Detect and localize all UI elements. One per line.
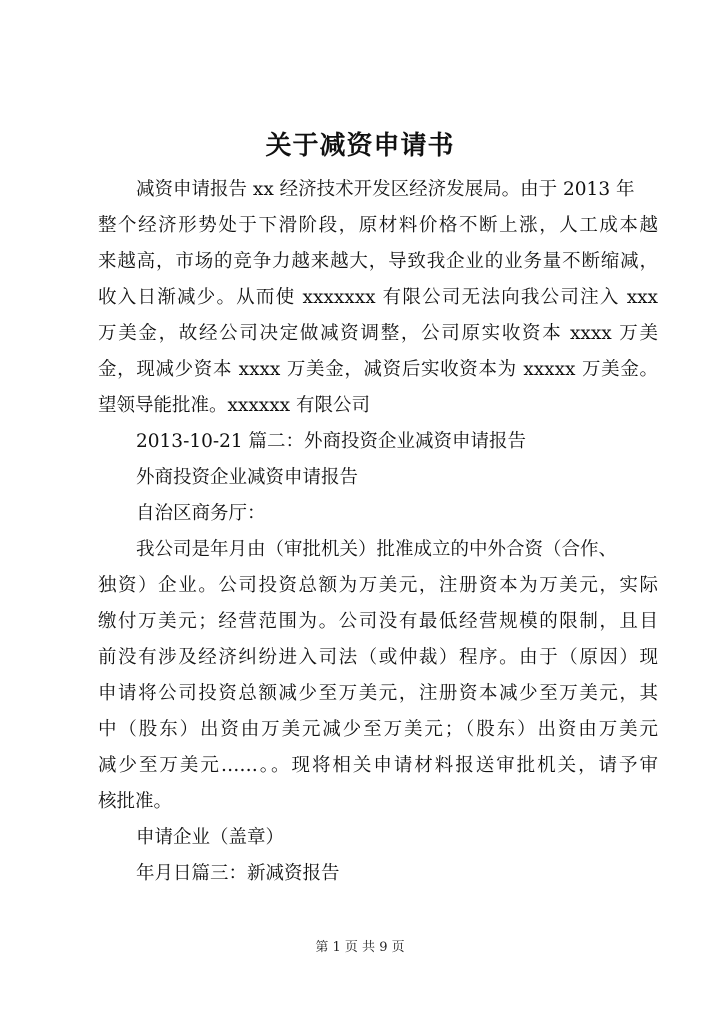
- paragraph-line: 我公司是年月由（审批机关）批准成立的中外合资（合作、: [136, 539, 618, 560]
- paragraph-line: 金，现减少资本 xxxx 万美金，减资后实收资本为 xxxxx 万美金。: [98, 359, 658, 380]
- paragraph-line: 来越高，市场的竞争力越来越大，导致我企业的业务量不断缩减，: [98, 251, 658, 272]
- signature-line: 申请企业（盖章）: [136, 827, 285, 848]
- paragraph-line: 中（股东）出资由万美元减少至万美元；（股东）出资由万美元: [98, 719, 658, 740]
- document-title: 关于减资申请书: [265, 131, 455, 161]
- section-heading-line: 年月日篇三：新减资报告: [136, 863, 340, 884]
- page-footer: 第 1 页 共 9 页: [315, 940, 405, 955]
- paragraph-line: 整个经济形势处于下滑阶段，原材料价格不断上涨，人工成本越: [98, 215, 658, 236]
- addressee-line: 自治区商务厅：: [136, 503, 266, 524]
- paragraph-line: 望领导能批准。xxxxxx 有限公司: [98, 395, 370, 416]
- paragraph-line: 前没有涉及经济纠纷进入司法（或仲裁）程序。由于（原因）现: [98, 647, 658, 668]
- paragraph-line: 核批准。: [98, 791, 173, 812]
- paragraph-line: 减少至万美元……。。现将相关申请材料报送审批机关，请予审: [98, 755, 658, 776]
- paragraph-line: 申请将公司投资总额减少至万美元，注册资本减少至万美元，其: [98, 683, 658, 704]
- paragraph-line: 缴付万美元；经营范围为。公司没有最低经营规模的限制，且目: [98, 611, 658, 632]
- section-heading-line: 外商投资企业减资申请报告: [136, 467, 359, 488]
- section-heading-line: 2013-10-21 篇二：外商投资企业减资申请报告: [136, 431, 527, 452]
- paragraph-line: 独资）企业。公司投资总额为万美元，注册资本为万美元，实际: [98, 575, 658, 596]
- paragraph-line: 收入日渐减少。从而使 xxxxxxx 有限公司无法向我公司注入 xxx: [98, 287, 658, 308]
- paragraph-line: 万美金，故经公司决定做减资调整，公司原实收资本 xxxx 万美: [98, 323, 658, 344]
- paragraph-line: 减资申请报告 xx 经济技术开发区经济发展局。由于 2013 年: [136, 179, 635, 200]
